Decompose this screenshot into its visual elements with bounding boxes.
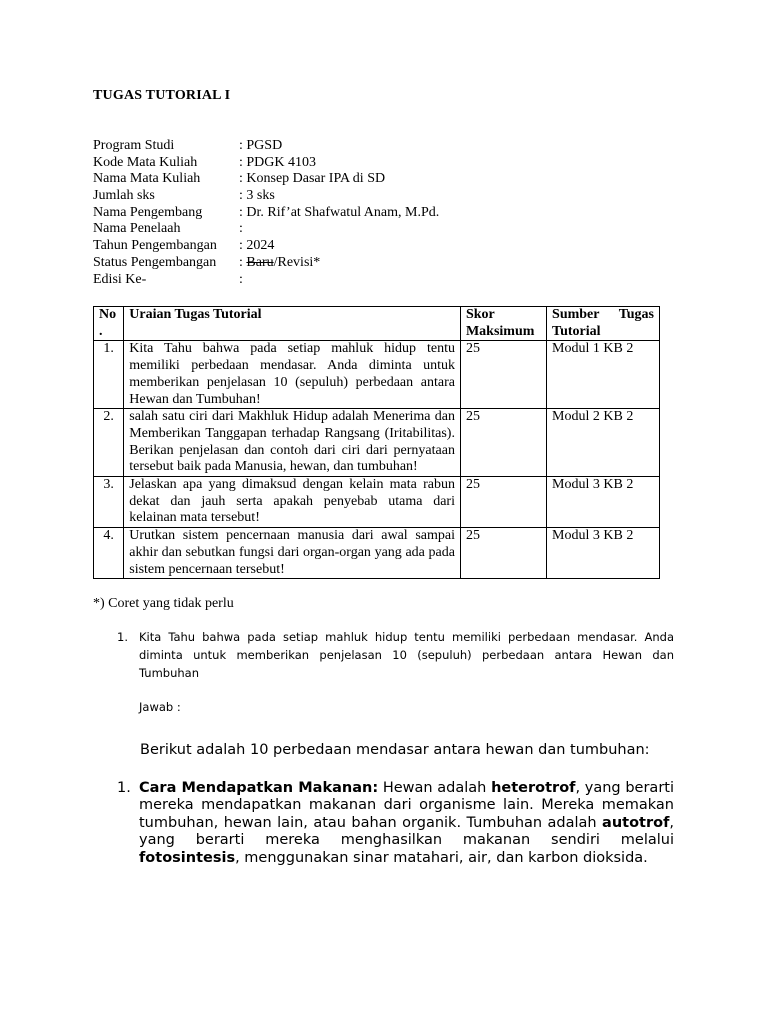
header-no: No . — [94, 307, 124, 341]
answer-body — [93, 742, 674, 867]
list-item-text: , menggunakan sinar matahari, air, dan karbon dioksida. — [235, 849, 648, 866]
info-label: Tahun Pengembangan — [93, 238, 217, 254]
info-label: Nama Penelaah — [93, 221, 181, 237]
info-label: Jumlah sks — [93, 188, 155, 204]
info-label: Kode Mata Kuliah — [93, 154, 198, 170]
table-row — [94, 477, 660, 528]
status-prefix: : — [239, 254, 247, 270]
row-number: 3. — [94, 477, 124, 528]
header-skor-line1: Skor — [465, 307, 495, 322]
list-item-text: Hewan adalah — [378, 779, 492, 796]
info-row-kode-mata-kuliah — [93, 155, 439, 172]
header-skor-line2: Maksimum — [465, 323, 535, 339]
header-skor — [460, 307, 546, 341]
footnote: *) Coret yang tidak perlu — [93, 596, 234, 611]
term-heterotrof: heterotrof — [491, 779, 576, 796]
list-item-number: 1. — [117, 779, 131, 796]
info-value: : 2024 — [239, 238, 275, 254]
info-row-nama-mata-kuliah — [93, 171, 439, 188]
row-skor: 25 — [460, 341, 546, 409]
info-value — [239, 255, 320, 272]
answer-label: Jawab : — [139, 700, 181, 714]
list-item-text: , yang berarti mereka menghasilkan makanan sendiri melalui — [139, 814, 674, 848]
course-info — [93, 138, 439, 288]
info-row-nama-pengembang — [93, 205, 439, 222]
answer-intro: Berikut adalah 10 perbedaan mendasar antara hewan dan tumbuhan: — [140, 742, 650, 758]
header-uraian: Uraian Tugas Tutorial — [124, 307, 461, 341]
row-skor: 25 — [460, 528, 546, 579]
status-selected-option: /Revisi* — [273, 254, 321, 270]
table-row — [94, 341, 660, 409]
row-sumber: Modul 1 KB 2 — [547, 341, 660, 409]
row-skor: 25 — [460, 409, 546, 477]
info-value: : — [239, 221, 243, 237]
row-uraian: Kita Tahu bahwa pada setiap mahluk hidup tentu memiliki perbedaan mendasar. Anda diminta untuk memberikan penjelasan 10 (sepuluh) perbedaan antara Hewan dan Tumbuhan! — [124, 341, 461, 409]
info-label: Edisi Ke- — [93, 271, 147, 287]
header-sumber — [547, 307, 660, 341]
header-sumber-line1: Sumber Tugas — [552, 307, 654, 322]
info-value: : 3 sks — [239, 188, 275, 204]
table-header-row — [94, 307, 660, 341]
status-struck-option: Baru — [246, 254, 274, 270]
info-row-status-pengembangan — [93, 255, 439, 272]
row-uraian: Urutkan sistem pencernaan manusia dari awal sampai akhir dan sebutkan fungsi dari organ-organ yang ada pada sistem pencernaan tersebut! — [124, 528, 461, 579]
info-value: : — [239, 271, 243, 287]
list-item — [93, 780, 674, 868]
row-uraian: salah satu ciri dari Makhluk Hidup adalah Menerima dan Memberikan Tanggapan terhadap Rangsang (Iritabilitas). Berikan penjelasan dan contoh dari ciri dari pernyataan tersebut baik pada Manusia, hewan, dan tumbuhan! — [124, 409, 461, 477]
document-title: TUGAS TUTORIAL I — [93, 88, 231, 103]
info-label: Nama Mata Kuliah — [93, 171, 201, 187]
question-item — [117, 628, 674, 682]
info-value: : Dr. Rif’at Shafwatul Anam, M.Pd. — [239, 204, 440, 220]
info-label: Status Pengembangan — [93, 254, 217, 270]
list-item-heading: Cara Mendapatkan Makanan: — [139, 779, 379, 796]
info-row-nama-penelaah — [93, 221, 439, 238]
question-number: 1. — [117, 630, 128, 644]
info-row-program-studi — [93, 138, 439, 155]
info-value: : PDGK 4103 — [239, 154, 317, 170]
list-item-text: , yang berarti mereka mendapatkan makanan dari organisme lain. Mereka memakan tumbuhan, hewan lain, atau bahan organik. Tumbuhan adalah — [139, 779, 674, 831]
info-row-tahun-pengembangan — [93, 238, 439, 255]
info-value: : Konsep Dasar IPA di SD — [239, 171, 386, 187]
row-uraian: Jelaskan apa yang dimaksud dengan kelain mata rabun dekat dan jauh serta apakah penyebab utama dari kelainan mata tersebut! — [124, 477, 461, 528]
table-row — [94, 409, 660, 477]
tutorial-task-table — [93, 306, 660, 579]
row-number: 2. — [94, 409, 124, 477]
row-sumber: Modul 3 KB 2 — [547, 528, 660, 579]
question-text: Kita Tahu bahwa pada setiap mahluk hidup tentu memiliki perbedaan mendasar. Anda diminta untuk memberikan penjelasan 10 (sepuluh) perbedaan antara Hewan dan Tumbuhan — [139, 630, 674, 680]
info-label: Program Studi — [93, 138, 175, 153]
info-label: Nama Pengembang — [93, 204, 203, 220]
term-fotosintesis: fotosintesis — [139, 849, 236, 866]
table-row — [94, 528, 660, 579]
header-sumber-line2: Tutorial — [552, 323, 601, 339]
row-number: 4. — [94, 528, 124, 579]
row-sumber: Modul 2 KB 2 — [547, 409, 660, 477]
row-sumber: Modul 3 KB 2 — [547, 477, 660, 528]
row-skor: 25 — [460, 477, 546, 528]
info-value: : PGSD — [239, 138, 283, 153]
info-row-edisi — [93, 272, 439, 289]
term-autotrof: autotrof — [602, 814, 670, 831]
row-number: 1. — [94, 341, 124, 409]
info-row-jumlah-sks — [93, 188, 439, 205]
